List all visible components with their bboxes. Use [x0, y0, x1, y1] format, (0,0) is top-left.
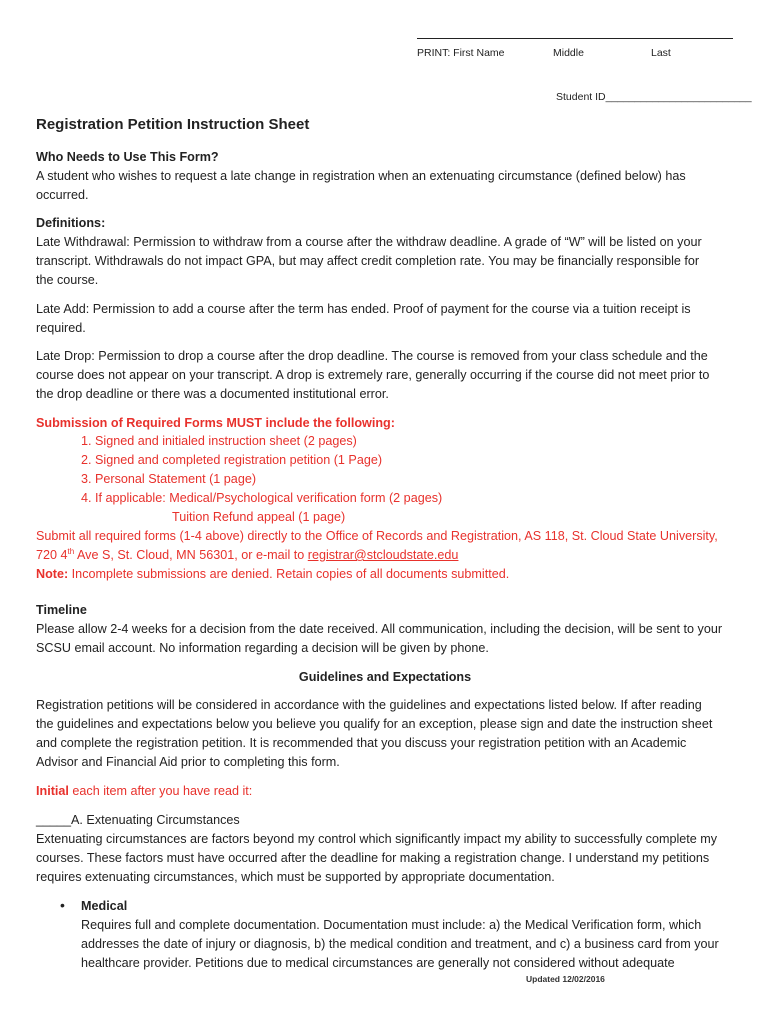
submission-item: 4. If applicable: Medical/Psychological verification form (2 pages) — [81, 491, 443, 505]
item-a-initial-field[interactable]: _____A. Extenuating Circumstances — [36, 813, 240, 827]
submission-heading: Submission of Required Forms MUST include the following: — [36, 416, 395, 430]
note-text: Incomplete submissions are denied. Retain copies of all documents submitted. — [68, 567, 510, 581]
bullet-icon: • — [60, 897, 65, 913]
late-add-text: required. — [36, 321, 86, 335]
guidelines-text: Registration petitions will be considered in accordance with the guidelines and expectations listed below. If after reading — [36, 698, 702, 712]
updated-date: Updated 12/02/2016 — [526, 974, 605, 984]
name-signature-line[interactable] — [417, 28, 733, 39]
submission-item: 1. Signed and initialed instruction sheet (2 pages) — [81, 434, 357, 448]
initial-rest: each item after you have read it: — [68, 784, 253, 798]
note-label: Note: — [36, 567, 69, 581]
timeline-heading: Timeline — [36, 603, 87, 617]
medical-heading: Medical — [81, 899, 128, 913]
submit-address-line — [36, 546, 458, 565]
item-a-text: requires extenuating circumstances, which must be supported by appropriate documentation. — [36, 870, 555, 884]
late-withdrawal-text: the course. — [36, 273, 99, 287]
address-number: 720 4 — [36, 548, 68, 562]
registrar-email-link[interactable]: registrar@stcloudstate.edu — [307, 548, 459, 562]
definitions-heading: Definitions: — [36, 216, 106, 230]
guidelines-text: Advisor and Financial Aid prior to completing this form. — [36, 755, 340, 769]
submission-item: 3. Personal Statement (1 page) — [81, 472, 257, 486]
medical-text: Requires full and complete documentation. Documentation must include: a) the Medical Verification form, which — [81, 918, 702, 932]
late-withdrawal-text: transcript. Withdrawals do not impact GPA, but may affect credit completion rate. You may be financially responsible for — [36, 254, 700, 268]
page-title: Registration Petition Instruction Sheet — [36, 116, 310, 133]
middle-name-label: Middle — [553, 47, 584, 59]
medical-text: addresses the date of injury or diagnosis, b) the medical condition and treatment, and c) a business card from your — [81, 937, 719, 951]
late-drop-text: the drop deadline or there was a documented institutional error. — [36, 387, 389, 401]
who-needs-text: occurred. — [36, 188, 89, 202]
print-first-name-label: PRINT: First Name — [417, 47, 505, 59]
initial-instruction — [36, 782, 252, 801]
late-add-text: Late Add: Permission to add a course after the term has ended. Proof of payment for the course via a tuition receipt is — [36, 302, 691, 316]
guidelines-heading: Guidelines and Expectations — [298, 670, 472, 684]
late-drop-text: Late Drop: Permission to drop a course after the drop deadline. The course is removed from your class schedule and the — [36, 349, 708, 363]
note-line — [36, 565, 509, 584]
item-a-text: courses. These factors must have occurred after the deadline for making a registration change. I understand my petitions — [36, 851, 710, 865]
late-withdrawal-text: Late Withdrawal: Permission to withdraw from a course after the withdraw deadline. A grade of “W” will be listed on your — [36, 235, 702, 249]
submit-instructions: Submit all required forms (1-4 above) directly to the Office of Records and Registration, AS 118, St. Cloud State University, — [36, 529, 718, 543]
timeline-text: SCSU email account. No information regarding a decision will be given by phone. — [36, 641, 489, 655]
who-needs-text: A student who wishes to request a late change in registration when an extenuating circumstance (defined below) has — [36, 169, 686, 183]
initial-bold: Initial — [36, 784, 69, 798]
who-needs-heading: Who Needs to Use This Form? — [36, 150, 219, 164]
late-drop-text: course does not appear on your transcript. A drop is extremely rare, generally occurring if the course did not meet prior to — [36, 368, 710, 382]
address-rest: Ave S, St. Cloud, MN 56301, or e-mail to — [74, 548, 308, 562]
timeline-text: Please allow 2-4 weeks for a decision from the date received. All communication, including the decision, will be sent to your — [36, 622, 723, 636]
medical-text: healthcare provider. Petitions due to medical circumstances are generally not considered without adequate — [81, 956, 675, 970]
guidelines-text: the guidelines and expectations below you believe you qualify for an exception, please sign and date the instruction sheet — [36, 717, 713, 731]
address-superscript: th — [67, 546, 75, 556]
submission-item: 2. Signed and completed registration petition (1 Page) — [81, 453, 383, 467]
student-id-field[interactable]: Student ID_________________________ — [556, 91, 752, 103]
submission-item-continued: Tuition Refund appeal (1 page) — [172, 510, 346, 524]
guidelines-text: and complete the registration petition. It is recommended that you discuss your registration petition with an Academic — [36, 736, 687, 750]
last-name-label: Last — [651, 47, 671, 59]
item-a-text: Extenuating circumstances are factors beyond my control which significantly impact my ability to successfully complete my — [36, 832, 718, 846]
